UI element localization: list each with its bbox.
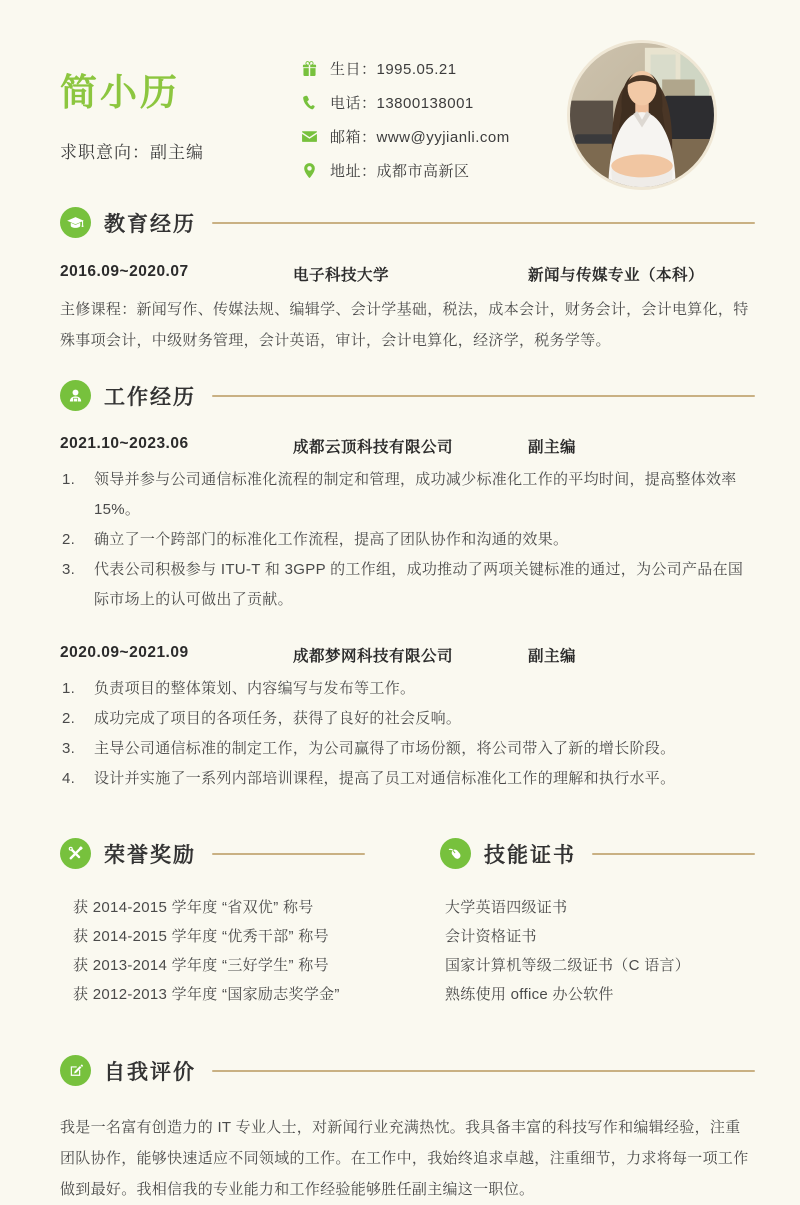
job-1-position: 副主编 — [528, 439, 577, 456]
profile-photo — [567, 40, 717, 190]
skill-item: 熟练使用 office 办公软件 — [445, 986, 614, 1003]
honors-header — [60, 838, 365, 869]
contact-block — [300, 40, 567, 181]
work-job-1 — [60, 435, 755, 615]
section-skills — [440, 838, 755, 1009]
work-header — [60, 380, 755, 411]
header — [60, 40, 755, 190]
honor-item: 获 2012-2013 学年度 “国家励志奖学金” — [73, 986, 340, 1003]
education-title: 教育经历 — [104, 212, 196, 236]
evaluation-rule — [212, 1070, 755, 1072]
phone-icon — [300, 94, 318, 112]
job-1-company: 成都云顶科技有限公司 — [293, 439, 454, 456]
evaluation-header — [60, 1055, 755, 1086]
job-1-period: 2021.10~2023.06 — [60, 435, 189, 452]
contact-address — [300, 160, 567, 181]
contact-birthday — [300, 58, 567, 79]
graduation-cap-icon — [60, 207, 91, 238]
candidate-name: 简小历 — [60, 72, 180, 113]
honor-item: 获 2014-2015 学年度 “优秀干部” 称号 — [73, 928, 329, 945]
address-value: 地址：成都市高新区 — [330, 163, 470, 180]
job-1-duties — [60, 465, 755, 615]
profile-photo-illustration — [570, 43, 714, 187]
work-title: 工作经历 — [104, 385, 196, 409]
education-entry — [60, 263, 755, 285]
person-icon — [60, 380, 91, 411]
skills-rule — [592, 853, 755, 855]
birthday-value: 生日：1995.05.21 — [330, 61, 457, 78]
job-2-duty: 设计并实施了一系列内部培训课程，提高了员工对通信标准化工作的理解和执行水平。 — [94, 770, 676, 787]
envelope-icon — [300, 128, 318, 146]
job-1-duty: 领导并参与公司通信标准化流程的制定和管理，成功减少标准化工作的平均时间，提高整体效率 15%。 — [94, 471, 737, 518]
contact-email — [300, 126, 567, 147]
job-2-duty: 成功完成了项目的各项任务，获得了良好的社会反响。 — [94, 710, 462, 727]
skills-list — [440, 893, 755, 1009]
skills-title: 技能证书 — [484, 843, 576, 867]
honor-item: 获 2013-2014 学年度 “三好学生” 称号 — [73, 957, 329, 974]
job-1-duty: 确立了一个跨部门的标准化工作流程，提高了团队协作和沟通的效果。 — [94, 531, 569, 548]
skill-item: 会计资格证书 — [445, 928, 537, 945]
evaluation-text: 我是一名富有创造力的 IT 专业人士，对新闻行业充满热忱。我具备丰富的科技写作和编辑经验，注重团队协作，能够快速适应不同领域的工作。在工作中，我始终追求卓越，注重细节，力求将每一项工作做到最好。我相信我的专业能力和工作经验能够胜任副主编这一职位。 — [60, 1119, 749, 1198]
gift-icon — [300, 60, 318, 78]
job-intent: 求职意向：副主编 — [60, 143, 204, 162]
evaluation-title: 自我评价 — [104, 1060, 196, 1084]
mouse-icon — [440, 838, 471, 869]
section-honors — [60, 838, 440, 1009]
location-pin-icon — [300, 162, 318, 180]
job-2-entry — [60, 644, 755, 666]
tools-icon — [60, 838, 91, 869]
skills-header — [440, 838, 755, 869]
education-period: 2016.09~2020.07 — [60, 263, 189, 280]
education-major: 新闻与传媒专业（本科） — [528, 267, 705, 284]
name-block — [60, 40, 300, 163]
education-header — [60, 207, 755, 238]
honors-skills-row — [60, 838, 755, 1009]
job-1-duty: 代表公司积极参与 ITU-T 和 3GPP 的工作组，成功推动了两项关键标准的通过，为公司产品在国际市场上的认可做出了贡献。 — [94, 561, 744, 608]
section-evaluation — [60, 1055, 755, 1205]
pencil-edit-icon — [60, 1055, 91, 1086]
education-courses: 主修课程：新闻写作、传媒法规、编辑学、会计学基础，税法，成本会计，财务会计，会计电算化，特殊事项会计，中级财务管理，会计英语，审计，会计电算化，经济学，税务学等。 — [60, 301, 749, 349]
job-2-company: 成都梦网科技有限公司 — [293, 648, 454, 665]
job-2-duties — [60, 674, 755, 794]
job-2-duty: 负责项目的整体策划、内容编写与发布等工作。 — [94, 680, 416, 697]
honors-title: 荣誉奖励 — [104, 843, 196, 867]
skill-item: 大学英语四级证书 — [445, 899, 568, 916]
contact-phone — [300, 92, 567, 113]
job-2-period: 2020.09~2021.09 — [60, 644, 189, 661]
job-2-duty: 主导公司通信标准的制定工作，为公司赢得了市场份额，将公司带入了新的增长阶段。 — [94, 740, 676, 757]
skill-item: 国家计算机等级二级证书（C 语言） — [445, 957, 691, 974]
section-work — [60, 380, 755, 794]
honors-list — [60, 893, 365, 1009]
section-education — [60, 207, 755, 356]
honors-rule — [212, 853, 365, 855]
phone-value: 电话：13800138001 — [330, 95, 474, 112]
work-rule — [212, 395, 755, 397]
honor-item: 获 2014-2015 学年度 “省双优” 称号 — [73, 899, 314, 916]
education-rule — [212, 222, 755, 224]
email-value: 邮箱：www@yyjianli.com — [330, 129, 510, 146]
job-2-position: 副主编 — [528, 648, 577, 665]
work-job-2 — [60, 644, 755, 794]
education-school: 电子科技大学 — [293, 267, 390, 284]
job-1-entry — [60, 435, 755, 457]
